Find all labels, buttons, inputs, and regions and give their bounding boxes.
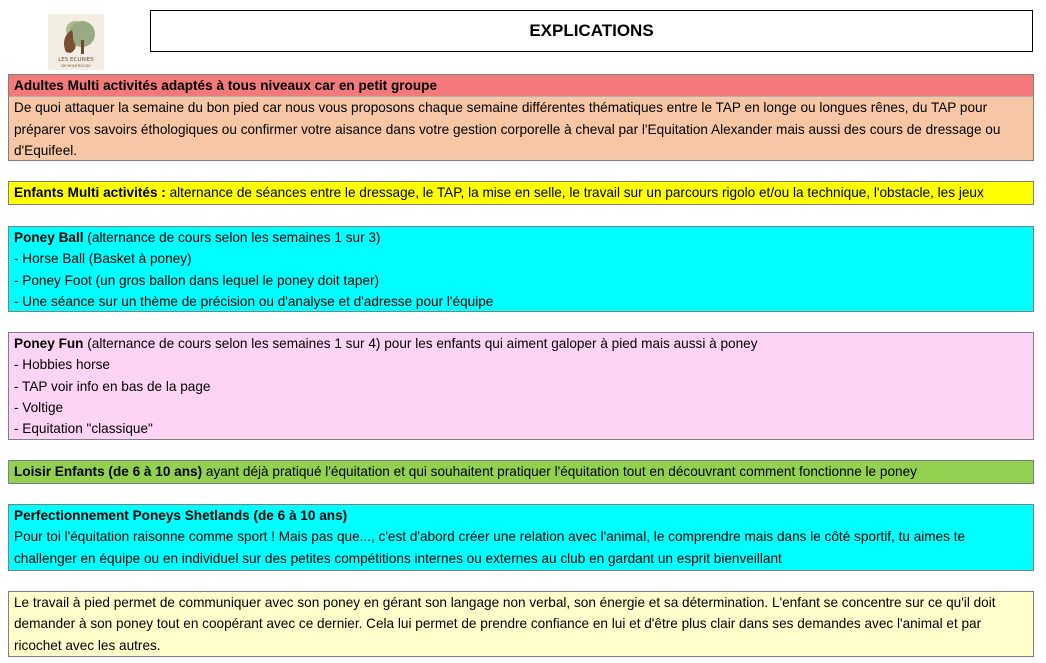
adultes-heading: Adultes Multi activités adaptés à tous niveaux car en petit groupe xyxy=(9,75,1033,97)
list-item: - Poney Foot (un gros ballon dans lequel le poney doit taper) xyxy=(14,272,379,288)
loisir-enfants-section xyxy=(8,460,1034,484)
poney-ball-heading: Poney Ball xyxy=(14,230,84,245)
enfants-multi-text: alternance de séances entre le dressage, le TAP, la mise en selle, le travail sur un parcours rigolo et/ou la technique, l'obstacle, les jeux xyxy=(165,185,984,200)
adultes-section xyxy=(8,74,1034,161)
list-item: - Voltige xyxy=(14,399,64,415)
poney-ball-section xyxy=(8,226,1034,312)
list-item: - Une séance sur un thème de précision ou d'analyse et d'adresse pour l'équipe xyxy=(14,293,494,309)
enfants-multi-section xyxy=(8,181,1034,205)
page-title-text: EXPLICATIONS xyxy=(529,21,654,40)
perfectionnement-body: Pour toi l'équitation raisonne comme sport ! Mais pas que..., c'est d'abord créer une relation avec l'animal, le comprendre mais dans le côté sportif, tu aimes te challenger en équipe ou en individuel sur des petites compétitions internes ou externes au club en gardant un esprit bienveillant xyxy=(14,529,966,566)
poney-fun-heading: Poney Fun xyxy=(14,336,84,351)
svg-text:LES ECURIES: LES ECURIES xyxy=(58,57,94,63)
poney-ball-subtitle: (alternance de cours selon les semaines 1 sur 3) xyxy=(83,230,381,245)
enfants-multi-heading: Enfants Multi activités : xyxy=(14,185,166,200)
loisir-heading: Loisir Enfants (de 6 à 10 ans) xyxy=(14,464,203,479)
list-item: - Hobbies horse xyxy=(14,357,110,373)
travail-a-pied-body: Le travail à pied permet de communiquer avec son poney en gérant son langage non verbal, son énergie et sa détermination. L'enfant se concentre sur ce qu'il doit demander à son poney tout en coopérant avec ce dernier. Cela lui permet de prendre confiance en lui et d'être plus clair dans ses demandes avec l'animal et par ricochet avec les autres. xyxy=(14,595,996,653)
poney-fun-subtitle: (alternance de cours selon les semaines 1 sur 4) pour les enfants qui aiment galoper à pied mais aussi à poney xyxy=(83,336,758,351)
list-item: - Equitation "classique" xyxy=(14,421,153,437)
list-item: - Horse Ball (Basket à poney) xyxy=(14,251,192,267)
loisir-text: ayant déjà pratiqué l'équitation et qui souhaitent pratiquer l'équitation tout en découvrant comment fonctionne le poney xyxy=(202,464,917,479)
page-title xyxy=(150,10,1033,52)
perfectionnement-heading: Perfectionnement Poneys Shetlands (de 6 à 10 ans) xyxy=(14,508,348,523)
perfectionnement-section xyxy=(8,504,1034,571)
svg-text:DE MONTROUGE: DE MONTROUGE xyxy=(61,64,91,68)
adultes-body: De quoi attaquer la semaine du bon pied car nous vous proposons chaque semaine différentes thématiques entre le TAP en longe ou longues rênes, du TAP pour préparer vos savoirs éthologiques ou confirmer votre aisance dans votre gestion corporelle à cheval par l'Equitation Alexander mais aussi des cours de dressage ou d'Equifeel. xyxy=(14,100,1001,158)
travail-a-pied-section xyxy=(8,591,1034,657)
poney-fun-section xyxy=(8,332,1034,440)
club-logo xyxy=(48,14,104,70)
list-item: - TAP voir info en bas de la page xyxy=(14,378,211,394)
horse-tree-logo-icon xyxy=(48,14,104,70)
